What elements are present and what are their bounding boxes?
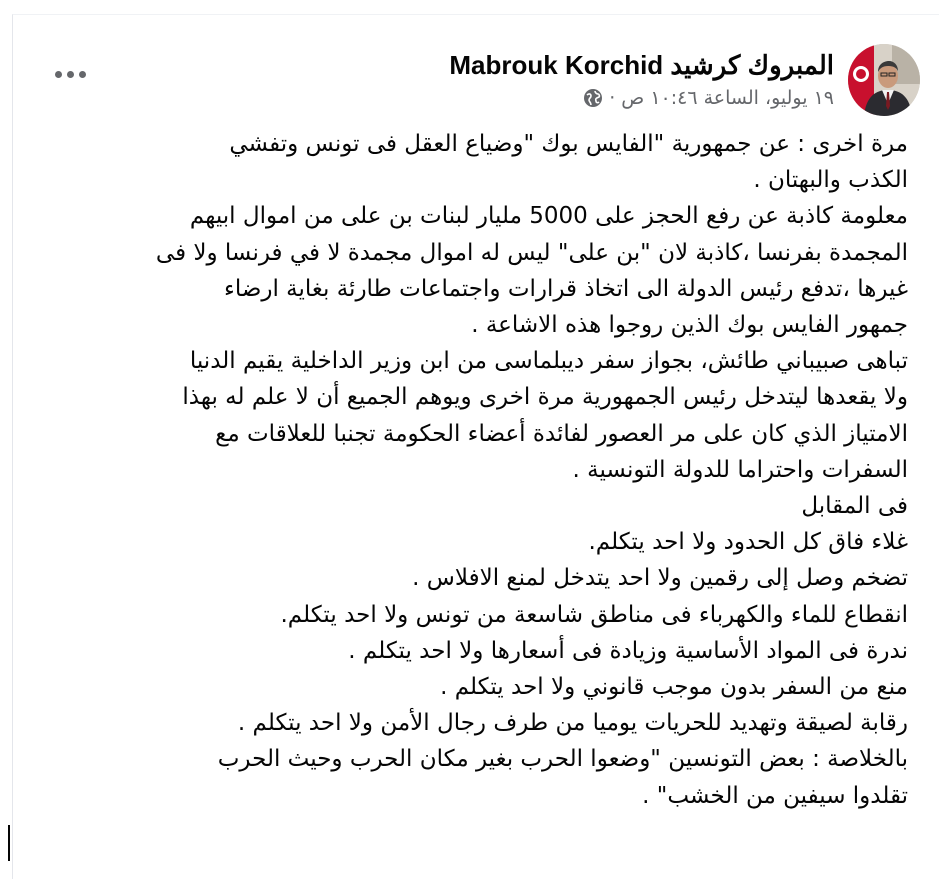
post-text-line: جمهور الفايس بوك الذين روجوا هذه الاشاعة .: [471, 312, 908, 339]
post-text-line: ولا يقعدها ليتدخل رئيس الجمهورية مرة اخرى ويوهم الجميع أن لا علم له بهذا: [182, 384, 908, 411]
post-text: [28, 126, 908, 814]
meta-separator: ·: [609, 87, 616, 109]
post-text-line: تضخم وصل إلى رقمين ولا احد يتدخل لمنع الافلاس .: [412, 565, 908, 592]
post-text-line: رقابة لصيقة وتهديد للحريات يوميا من طرف رجال الأمن ولا احد يتكلم .: [237, 710, 908, 737]
post-header: [449, 44, 920, 116]
text-cursor: [8, 825, 10, 861]
post-text-line: الامتياز الذي كان على مر العصور لفائدة أعضاء الحكومة تجنبا للعلاقات مع: [215, 420, 908, 447]
more-options-dot: [67, 71, 74, 78]
post-date-link[interactable]: ١٩ يوليو، الساعة ١٠:٤٦ ص: [621, 87, 834, 109]
post-text-line: انقطاع للماء والكهرباء فى مناطق شاسعة من تونس ولا احد يتكلم.: [280, 601, 908, 628]
post-text-line: معلومة كاذبة عن رفع الحجز على 5000 مليار لبنات بن على من اموال ابيهم: [189, 203, 908, 230]
more-options-icon: [55, 71, 62, 78]
globe-icon[interactable]: [583, 88, 603, 108]
author-name-link[interactable]: المبروك كرشيد Mabrouk Korchid: [449, 50, 834, 80]
post-timestamp-row: [449, 84, 834, 112]
more-options-button[interactable]: [40, 56, 100, 92]
more-options-dot: [79, 71, 86, 78]
post-text-line: منع من السفر بدون موجب قانوني ولا احد يتكلم .: [440, 674, 908, 701]
post-text-line: مرة اخرى : عن جمهورية "الفايس بوك "وضياع العقل فى تونس وتفشي: [229, 131, 908, 157]
post-text-line: فى المقابل: [801, 493, 908, 520]
post-text-line: السفرات واحتراما للدولة التونسية .: [572, 456, 908, 483]
post-text-line: تقلدوا سيفين من الخشب" .: [642, 782, 908, 809]
post-text-line: غلاء فاق كل الحدود ولا احد يتكلم.: [588, 529, 908, 556]
post-text-line: بالخلاصة : بعض التونسين "وضعوا الحرب بغير مكان الحرب وحيث الحرب: [217, 746, 908, 773]
author-avatar[interactable]: [848, 44, 920, 116]
post-text-line: الكذب والبهتان .: [753, 167, 908, 194]
post-text-line: غيرها ،تدفع رئيس الدولة الى اتخاذ قرارات واجتماعات طارئة بغاية ارضاء: [224, 275, 908, 302]
post-text-line: ندرة فى المواد الأساسية وزيادة فى أسعارها ولا احد يتكلم .: [348, 637, 908, 664]
post-text-line: المجمدة بفرنسا ،كاذبة لان "بن على" ليس له اموال مجمدة لا في فرنسا ولا فى: [155, 239, 908, 266]
post-meta: [449, 48, 834, 112]
post-text-line: تباهى صبيباني طائش، بجواز سفر ديبلماسى من ابن وزير الداخلية يقيم الدنيا: [189, 348, 908, 375]
